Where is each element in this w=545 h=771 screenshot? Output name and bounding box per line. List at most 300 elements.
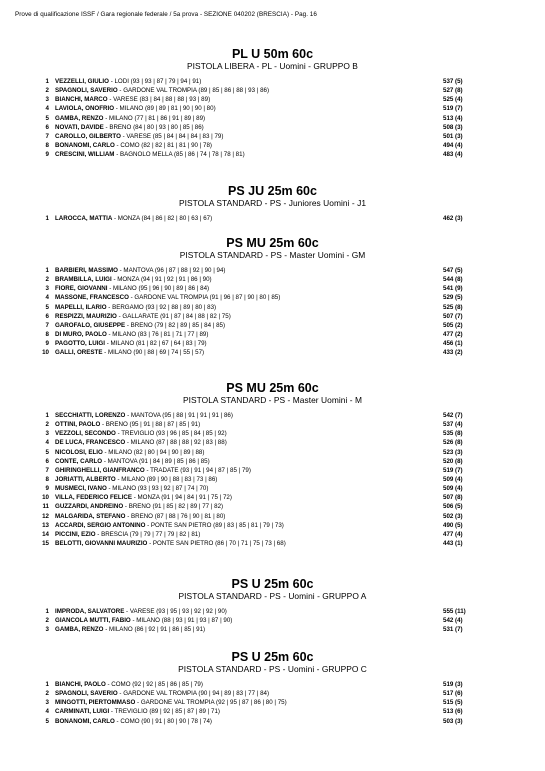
total-score: 456 (1) [443, 340, 463, 348]
athlete-line: BONANOMI, CARLO - COMO (82 | 82 | 81 | 81 | 90 | 78) [55, 141, 212, 149]
total-score: 501 (3) [443, 132, 463, 140]
athlete-name: FIORE, GIOVANNI [55, 285, 108, 293]
result-row [0, 717, 545, 726]
series-scores: (90 | 91 | 80 | 90 | 78 | 74) [141, 717, 212, 725]
athlete-club: MILANO [110, 340, 135, 348]
total-score: 535 (8) [443, 430, 463, 438]
rank-number: 2 [45, 421, 49, 429]
total-score: 517 (6) [443, 690, 463, 698]
athlete-line: OTTINI, PAOLO - BRENO (95 | 91 | 88 | 87 | 85 | 91) [55, 421, 201, 429]
results-list [0, 77, 545, 159]
athlete-line: LAROCCA, MATTIA - MONZA (84 | 86 | 82 | 80 | 63 | 67) [55, 215, 213, 222]
total-score: 523 (3) [443, 448, 463, 456]
results-list [0, 411, 545, 548]
rank-number: 5 [45, 448, 49, 456]
total-score: 494 (4) [443, 141, 463, 149]
rank-number: 4 [45, 439, 49, 447]
total-score: 515 (5) [443, 699, 463, 707]
total-score: 502 (3) [443, 512, 463, 520]
series-scores: (91 | 85 | 82 | 89 | 77 | 82) [152, 503, 224, 511]
series-scores: (82 | 82 | 81 | 81 | 90 | 78) [141, 141, 212, 149]
total-score: 513 (4) [443, 114, 463, 122]
athlete-club: GARDONE VAL TROMPIA [134, 294, 208, 302]
athlete-line: BARBIERI, MASSIMO - MANTOVA (96 | 87 | 88 | 92 | 90 | 94) [55, 267, 226, 274]
athlete-line: GALLI, ORESTE - MILANO (90 | 88 | 69 | 74 | 55 | 57) [55, 349, 205, 357]
series-scores: (88 | 93 | 91 | 93 | 87 | 90) [161, 617, 233, 625]
total-score: 547 (5) [443, 267, 463, 274]
series-scores: (92 | 92 | 85 | 86 | 85 | 79) [132, 681, 203, 688]
athlete-line: FIORE, GIOVANNI - MILANO (95 | 96 | 90 | 89 | 86 | 84) [55, 285, 210, 293]
athlete-club: MANTOVA [130, 412, 161, 419]
athlete-name: GAMBA, RENZO [55, 626, 104, 634]
athlete-name: RESPIZZI, MAURIZIO [55, 312, 117, 320]
athlete-club: COMO [111, 681, 131, 688]
athlete-club: MILANO [107, 349, 132, 357]
series-scores: (86 | 92 | 91 | 86 | 85 | 91) [134, 626, 206, 634]
athlete-name: MINGOTTI, PIERTOMMASO [55, 699, 136, 707]
rank-number: 3 [45, 699, 49, 707]
athlete-line: SPAGNOLI, SAVERIO - GARDONE VAL TROMPIA (89 | 85 | 86 | 88 | 93 | 86) [55, 87, 270, 95]
result-row [0, 466, 545, 475]
athlete-club: BRENO [130, 512, 153, 520]
rank-number: 12 [42, 512, 49, 520]
athlete-club: MANTOVA [107, 457, 138, 465]
athlete-club: TREVIGLIO [121, 430, 155, 438]
rank-number: 4 [45, 708, 49, 716]
athlete-name: CAROLLO, GILBERTO [55, 132, 121, 140]
result-row [0, 150, 545, 159]
total-score: 537 (4) [443, 421, 463, 429]
result-row [0, 607, 545, 616]
athlete-line: NOVATI, DAVIDE - BRENO (84 | 80 | 93 | 80 | 85 | 86) [55, 123, 204, 131]
athlete-name: MALGARIDA, STEFANO [55, 512, 126, 520]
athlete-name: VEZZOLI, SECONDO [55, 430, 116, 438]
series-scores: (87 | 88 | 76 | 90 | 81 | 80) [154, 512, 226, 520]
athlete-name: LAVIOLA, ONOFRIO [55, 105, 115, 113]
series-scores: (90 | 94 | 89 | 83 | 77 | 84) [198, 690, 270, 698]
athlete-club: MILANO [112, 285, 137, 293]
result-row [0, 429, 545, 438]
rank-number: 11 [42, 503, 49, 511]
athlete-name: SPAGNOLI, SAVERIO [55, 690, 118, 698]
athlete-club: MONZA [137, 494, 160, 502]
athlete-line: NICOLOSI, ELIO - MILANO (82 | 80 | 94 | 90 | 89 | 88) [55, 448, 205, 456]
total-score: 519 (7) [443, 466, 463, 474]
result-row [0, 330, 545, 339]
athlete-club: MANTOVA [123, 267, 154, 274]
athlete-line: BIANCHI, PAOLO - COMO (92 | 92 | 85 | 86 | 85 | 79) [55, 681, 203, 688]
athlete-name: VEZZELLI, GIULIO [55, 78, 109, 85]
result-row [0, 293, 545, 302]
rank-number: 3 [45, 430, 49, 438]
athlete-name: PAGOTTO, LUIGI [55, 340, 105, 348]
rank-number: 8 [45, 330, 49, 338]
athlete-club: BRENO [128, 503, 151, 511]
rank-number: 1 [45, 681, 49, 688]
rank-number: 5 [45, 303, 49, 311]
athlete-club: GALLARATE [122, 312, 159, 320]
athlete-club: MILANO [136, 617, 160, 625]
result-row [0, 530, 545, 539]
result-row [0, 502, 545, 511]
athlete-club: VARESE [126, 132, 152, 140]
total-score: 477 (2) [443, 330, 463, 338]
rank-number: 14 [42, 530, 49, 538]
rank-number: 8 [45, 141, 49, 149]
result-row [0, 707, 545, 716]
section-title: PS U 25m 60c [231, 650, 314, 664]
athlete-name: BIANCHI, PAOLO [55, 681, 106, 688]
result-row [0, 512, 545, 521]
athlete-line: DE LUCA, FRANCESCO - MILANO (87 | 88 | 88 | 92 | 83 | 88) [55, 439, 227, 447]
results-section [0, 236, 545, 357]
results-section [0, 47, 545, 159]
athlete-name: DE LUCA, FRANCESCO [55, 439, 126, 447]
athlete-name: VILLA, FEDERICO FELICE [55, 494, 133, 502]
athlete-line: DI MURO, PAOLO - MILANO (83 | 76 | 81 | 71 | 77 | 89) [55, 330, 209, 338]
series-scores: (96 | 87 | 88 | 92 | 90 | 94) [154, 267, 226, 274]
athlete-name: LAROCCA, MATTIA [55, 215, 113, 222]
series-scores: (89 | 85 | 86 | 88 | 93 | 86) [198, 87, 270, 95]
series-scores: (91 | 84 | 89 | 85 | 86 | 85) [139, 457, 210, 465]
athlete-line: MASSONE, FRANCESCO - GARDONE VAL TROMPIA (91 | 96 | 87 | 90 | 80 | 85) [55, 294, 281, 302]
results-list [0, 607, 545, 634]
athlete-club: MILANO [108, 626, 133, 634]
result-row [0, 420, 545, 429]
total-score: 541 (9) [443, 285, 463, 293]
total-score: 508 (3) [443, 123, 463, 131]
result-row [0, 493, 545, 502]
athlete-name: JORIATTI, ALBERTO [55, 475, 116, 483]
athlete-club: MONZA [117, 276, 140, 284]
rank-number: 7 [45, 466, 49, 474]
result-row [0, 521, 545, 530]
series-scores: (94 | 91 | 92 | 91 | 86 | 90) [140, 276, 212, 284]
total-score: 509 (4) [443, 475, 463, 483]
rank-number: 4 [45, 294, 49, 302]
rank-number: 9 [45, 485, 49, 493]
series-scores: (81 | 82 | 67 | 64 | 83 | 79) [135, 340, 207, 348]
series-scores: (93 | 95 | 93 | 92 | 92 | 90) [156, 608, 227, 615]
section-subtitle: PISTOLA STANDARD - PS - Uomini - GRUPPO C [178, 664, 367, 674]
athlete-club: TRADATE [150, 466, 179, 474]
total-score: 477 (4) [443, 530, 463, 538]
total-score: 506 (5) [443, 503, 463, 511]
series-scores: (92 | 95 | 87 | 86 | 80 | 75) [216, 699, 287, 707]
series-scores: (79 | 82 | 89 | 85 | 84 | 85) [154, 321, 226, 329]
athlete-name: BELOTTI, GIOVANNI MAURIZIO [55, 539, 148, 547]
rank-number: 9 [45, 340, 49, 348]
athlete-name: NICOLOSI, ELIO [55, 448, 103, 456]
total-score: 507 (7) [443, 312, 463, 320]
rank-number: 10 [42, 494, 49, 502]
athlete-line: BONANOMI, CARLO - COMO (90 | 91 | 80 | 90 | 78 | 74) [55, 717, 212, 725]
rank-number: 1 [45, 267, 49, 274]
athlete-club: BERGAMO [112, 303, 144, 311]
athlete-line: CONTE, CARLO - MANTOVA (91 | 84 | 89 | 85 | 86 | 85) [55, 457, 210, 465]
athlete-line: PICCINI, EZIO - BRESCIA (79 | 79 | 77 | 79 | 82 | 81) [55, 530, 201, 538]
series-scores: (93 | 92 | 88 | 89 | 80 | 83) [145, 303, 217, 311]
result-row [0, 95, 545, 104]
series-scores: (95 | 88 | 91 | 91 | 91 | 86) [162, 412, 233, 419]
total-score: 542 (7) [443, 412, 463, 419]
series-scores: (89 | 89 | 81 | 90 | 90 | 80) [144, 105, 216, 113]
athlete-club: MILANO [108, 114, 133, 122]
series-scores: (83 | 84 | 88 | 88 | 93 | 89) [139, 96, 211, 104]
series-scores: (95 | 96 | 90 | 89 | 86 | 84) [138, 285, 210, 293]
athlete-club: BRESCIA [101, 530, 128, 538]
series-scores: (77 | 81 | 86 | 91 | 89 | 89) [134, 114, 206, 122]
series-scores: (93 | 91 | 94 | 87 | 85 | 79) [180, 466, 251, 474]
series-scores: (91 | 87 | 84 | 88 | 82 | 75) [160, 312, 231, 320]
athlete-line: GUZZARDI, ANDREINO - BRENO (91 | 85 | 82 | 89 | 77 | 82) [55, 503, 224, 511]
athlete-line: JORIATTI, ALBERTO - MILANO (89 | 90 | 88 | 83 | 73 | 86) [55, 475, 218, 483]
section-subtitle: PISTOLA STANDARD - PS - Master Uomini - M [182, 395, 363, 405]
athlete-name: MAPELLI, ILARIO [55, 303, 107, 311]
result-row [0, 141, 545, 150]
rank-number: 9 [45, 151, 49, 159]
athlete-name: DI MURO, PAOLO [55, 330, 107, 338]
total-score: 537 (5) [443, 78, 463, 85]
athlete-name: GUZZARDI, ANDREINO [55, 503, 124, 511]
athlete-name: CONTE, CARLO [55, 457, 103, 465]
result-row [0, 123, 545, 132]
section-title: PS U 25m 60c [231, 577, 314, 591]
result-row [0, 625, 545, 634]
rank-number: 7 [45, 321, 49, 329]
athlete-line: MUSMECI, IVANO - MILANO (93 | 93 | 92 | 87 | 74 | 70) [55, 485, 209, 493]
series-scores: (93 | 93 | 87 | 79 | 94 | 91) [130, 78, 202, 85]
rank-number: 5 [45, 717, 49, 725]
result-row [0, 339, 545, 348]
rank-number: 3 [45, 626, 49, 634]
results-list [0, 266, 545, 357]
result-row [0, 484, 545, 493]
rank-number: 3 [45, 96, 49, 104]
athlete-club: BRENO [130, 321, 153, 329]
athlete-club: MONZA [117, 215, 140, 222]
total-score: 503 (3) [443, 717, 463, 725]
series-scores: (91 | 94 | 84 | 91 | 75 | 72) [161, 494, 232, 502]
athlete-club: COMO [120, 717, 140, 725]
total-score: 520 (8) [443, 457, 463, 465]
athlete-club: LODI [114, 78, 129, 85]
athlete-club: PONTE SAN PIETRO [150, 521, 212, 529]
result-row [0, 438, 545, 447]
series-scores: (85 | 84 | 84 | 84 | 83 | 79) [152, 132, 224, 140]
athlete-club: GARDONE VAL TROMPIA [123, 87, 197, 95]
total-score: 525 (4) [443, 96, 463, 104]
rank-number: 6 [45, 457, 49, 465]
rank-number: 8 [45, 475, 49, 483]
rank-number: 6 [45, 123, 49, 131]
athlete-line: GHIRINGHELLI, GIANFRANCO - TRADATE (93 | 91 | 94 | 87 | 85 | 79) [55, 466, 251, 474]
athlete-line: RESPIZZI, MAURIZIO - GALLARATE (91 | 87 | 84 | 88 | 82 | 75) [55, 312, 231, 320]
rank-number: 2 [45, 87, 49, 95]
rank-number: 1 [45, 412, 49, 419]
series-scores: (87 | 88 | 88 | 92 | 83 | 88) [156, 439, 227, 447]
result-row [0, 680, 545, 689]
athlete-line: PAGOTTO, LUIGI - MILANO (81 | 82 | 67 | 64 | 83 | 79) [55, 340, 207, 348]
athlete-club: MILANO [121, 475, 145, 483]
athlete-name: PICCINI, EZIO [55, 530, 96, 538]
rank-number: 2 [45, 690, 49, 698]
athlete-line: CAROLLO, GILBERTO - VARESE (85 | 84 | 84 | 84 | 83 | 79) [55, 132, 224, 140]
athlete-line: GAMBA, RENZO - MILANO (77 | 81 | 86 | 91 | 89 | 89) [55, 114, 206, 122]
athlete-club: TREVIGLIO [114, 708, 148, 716]
athlete-club: GARDONE VAL TROMPIA [140, 699, 215, 707]
athlete-line: GAROFALO, GIUSEPPE - BRENO (79 | 82 | 89 | 85 | 84 | 85) [55, 321, 226, 329]
result-row [0, 214, 545, 223]
athlete-name: BONANOMI, CARLO [55, 717, 115, 725]
athlete-line: GIANCOLA MUTTI, FABIO - MILANO (88 | 93 | 91 | 93 | 87 | 90) [55, 617, 233, 625]
series-scores: (89 | 90 | 88 | 83 | 73 | 86) [146, 475, 218, 483]
result-row [0, 411, 545, 420]
athlete-name: ACCARDI, SERGIO ANTONINO [55, 521, 146, 529]
total-score: 525 (8) [443, 303, 463, 311]
total-score: 526 (8) [443, 439, 463, 447]
series-scores: (90 | 88 | 69 | 74 | 55 | 57) [133, 349, 205, 357]
result-row [0, 321, 545, 330]
athlete-club: BRENO [109, 123, 132, 131]
results-section [0, 577, 545, 634]
result-row [0, 312, 545, 321]
series-scores: (93 | 93 | 92 | 87 | 74 | 70) [137, 485, 209, 493]
series-scores: (85 | 86 | 74 | 78 | 78 | 81) [173, 151, 245, 159]
athlete-club: VARESE [129, 608, 155, 615]
athlete-name: BIANCHI, MARCO [55, 96, 108, 104]
athlete-club: MILANO [108, 448, 133, 456]
athlete-club: BAGNOLO MELLA [119, 151, 173, 159]
series-scores: (86 | 70 | 71 | 75 | 73 | 68) [215, 539, 286, 547]
rank-number: 2 [45, 617, 49, 625]
athlete-club: VARESE [113, 96, 138, 104]
athlete-line: VILLA, FEDERICO FELICE - MONZA (91 | 94 | 84 | 91 | 75 | 72) [55, 494, 232, 502]
athlete-name: GAROFALO, GIUSEPPE [55, 321, 126, 329]
section-subtitle: PISTOLA STANDARD - PS - Master Uomini - GM [179, 250, 366, 260]
section-title: PS MU 25m 60c [226, 236, 319, 250]
series-scores: (82 | 80 | 94 | 90 | 89 | 88) [133, 448, 205, 456]
series-scores: (95 | 91 | 88 | 87 | 85 | 91) [129, 421, 201, 429]
athlete-club: GARDONE VAL TROMPIA [123, 690, 197, 698]
athlete-club: PONTE SAN PIETRO [152, 539, 214, 547]
total-score: 483 (4) [443, 151, 463, 159]
total-score: 519 (3) [443, 681, 463, 688]
athlete-name: SPAGNOLI, SAVERIO [55, 87, 118, 95]
rank-number: 4 [45, 105, 49, 113]
section-subtitle: PISTOLA STANDARD - PS - Juniores Uomini - J1 [178, 198, 367, 208]
total-score: 507 (8) [443, 494, 463, 502]
result-row [0, 132, 545, 141]
athlete-line: VEZZOLI, SECONDO - TREVIGLIO (93 | 96 | 85 | 84 | 85 | 92) [55, 430, 227, 438]
result-row [0, 475, 545, 484]
series-scores: (91 | 96 | 87 | 90 | 80 | 85) [209, 294, 281, 302]
athlete-name: CARMINATI, LUIGI [55, 708, 110, 716]
results-list [0, 214, 545, 223]
result-row [0, 689, 545, 698]
athlete-club: MILANO [112, 330, 137, 338]
athlete-club: BRENO [105, 421, 128, 429]
athlete-name: OTTINI, PAOLO [55, 421, 101, 429]
total-score: 544 (8) [443, 276, 463, 284]
total-score: 505 (2) [443, 321, 463, 329]
series-scores: (89 | 92 | 85 | 87 | 89 | 71) [149, 708, 220, 716]
athlete-name: SECCHIATTI, LORENZO [55, 412, 126, 419]
athlete-name: MASSONE, FRANCESCO [55, 294, 129, 302]
athlete-line: SPAGNOLI, SAVERIO - GARDONE VAL TROMPIA (90 | 94 | 89 | 83 | 77 | 84) [55, 690, 270, 698]
athlete-line: MINGOTTI, PIERTOMMASO - GARDONE VAL TROMPIA (92 | 95 | 87 | 86 | 80 | 75) [55, 699, 287, 707]
result-row [0, 77, 545, 86]
results-section [0, 184, 545, 223]
result-row [0, 284, 545, 293]
result-row [0, 448, 545, 457]
result-row [0, 275, 545, 284]
athlete-line: MALGARIDA, STEFANO - BRENO (87 | 88 | 76 | 90 | 81 | 80) [55, 512, 226, 520]
result-row [0, 266, 545, 275]
athlete-club: COMO [120, 141, 140, 149]
athlete-line: IMPRODA, SALVATORE - VARESE (93 | 95 | 93 | 92 | 92 | 90) [55, 608, 227, 615]
result-row [0, 114, 545, 123]
total-score: 542 (4) [443, 617, 463, 625]
athlete-name: GAMBA, RENZO [55, 114, 104, 122]
series-scores: (79 | 79 | 77 | 79 | 82 | 81) [129, 530, 201, 538]
total-score: 509 (4) [443, 485, 463, 493]
result-row [0, 303, 545, 312]
total-score: 462 (3) [443, 215, 463, 222]
series-scores: (84 | 86 | 82 | 80 | 63 | 67) [141, 215, 213, 222]
total-score: 513 (6) [443, 708, 463, 716]
athlete-name: BRAMBILLA, LUIGI [55, 276, 112, 284]
total-score: 529 (5) [443, 294, 463, 302]
athlete-line: CRESCINI, WILLIAM - BAGNOLO MELLA (85 | 86 | 74 | 78 | 78 | 81) [55, 151, 245, 159]
result-row [0, 86, 545, 95]
athlete-name: NOVATI, DAVIDE [55, 123, 104, 131]
section-title: PS JU 25m 60c [228, 184, 317, 198]
rank-number: 1 [45, 215, 49, 222]
result-row [0, 348, 545, 357]
total-score: 433 (2) [443, 349, 463, 357]
result-row [0, 104, 545, 113]
series-scores: (83 | 76 | 81 | 71 | 77 | 89) [137, 330, 209, 338]
results-section [0, 650, 545, 726]
total-score: 519 (7) [443, 105, 463, 113]
rank-number: 6 [45, 312, 49, 320]
series-scores: (84 | 80 | 93 | 80 | 85 | 86) [133, 123, 204, 131]
athlete-line: ACCARDI, SERGIO ANTONINO - PONTE SAN PIETRO (89 | 83 | 85 | 81 | 79 | 73) [55, 521, 284, 529]
athlete-line: GAMBA, RENZO - MILANO (86 | 92 | 91 | 86 | 85 | 91) [55, 626, 206, 634]
series-scores: (93 | 96 | 85 | 84 | 85 | 92) [156, 430, 227, 438]
section-title: PS MU 25m 60c [226, 381, 319, 395]
rank-number: 15 [42, 539, 49, 547]
athlete-club: MILANO [119, 105, 144, 113]
rank-number: 1 [45, 608, 49, 615]
result-row [0, 698, 545, 707]
rank-number: 10 [42, 349, 49, 357]
athlete-name: BARBIERI, MASSIMO [55, 267, 118, 274]
results-section [0, 381, 545, 548]
athlete-name: CRESCINI, WILLIAM [55, 151, 115, 159]
rank-number: 13 [42, 521, 49, 529]
rank-number: 1 [45, 78, 49, 85]
athlete-line: BIANCHI, MARCO - VARESE (83 | 84 | 88 | 88 | 93 | 89) [55, 96, 211, 104]
athlete-line: MAPELLI, ILARIO - BERGAMO (93 | 92 | 88 | 89 | 80 | 83) [55, 303, 217, 311]
result-row [0, 539, 545, 548]
athlete-name: IMPRODA, SALVATORE [55, 608, 125, 615]
rank-number: 7 [45, 132, 49, 140]
athlete-name: GHIRINGHELLI, GIANFRANCO [55, 466, 145, 474]
athlete-line: SECCHIATTI, LORENZO - MANTOVA (95 | 88 | 91 | 91 | 91 | 86) [55, 412, 233, 419]
athlete-name: GIANCOLA MUTTI, FABIO [55, 617, 131, 625]
